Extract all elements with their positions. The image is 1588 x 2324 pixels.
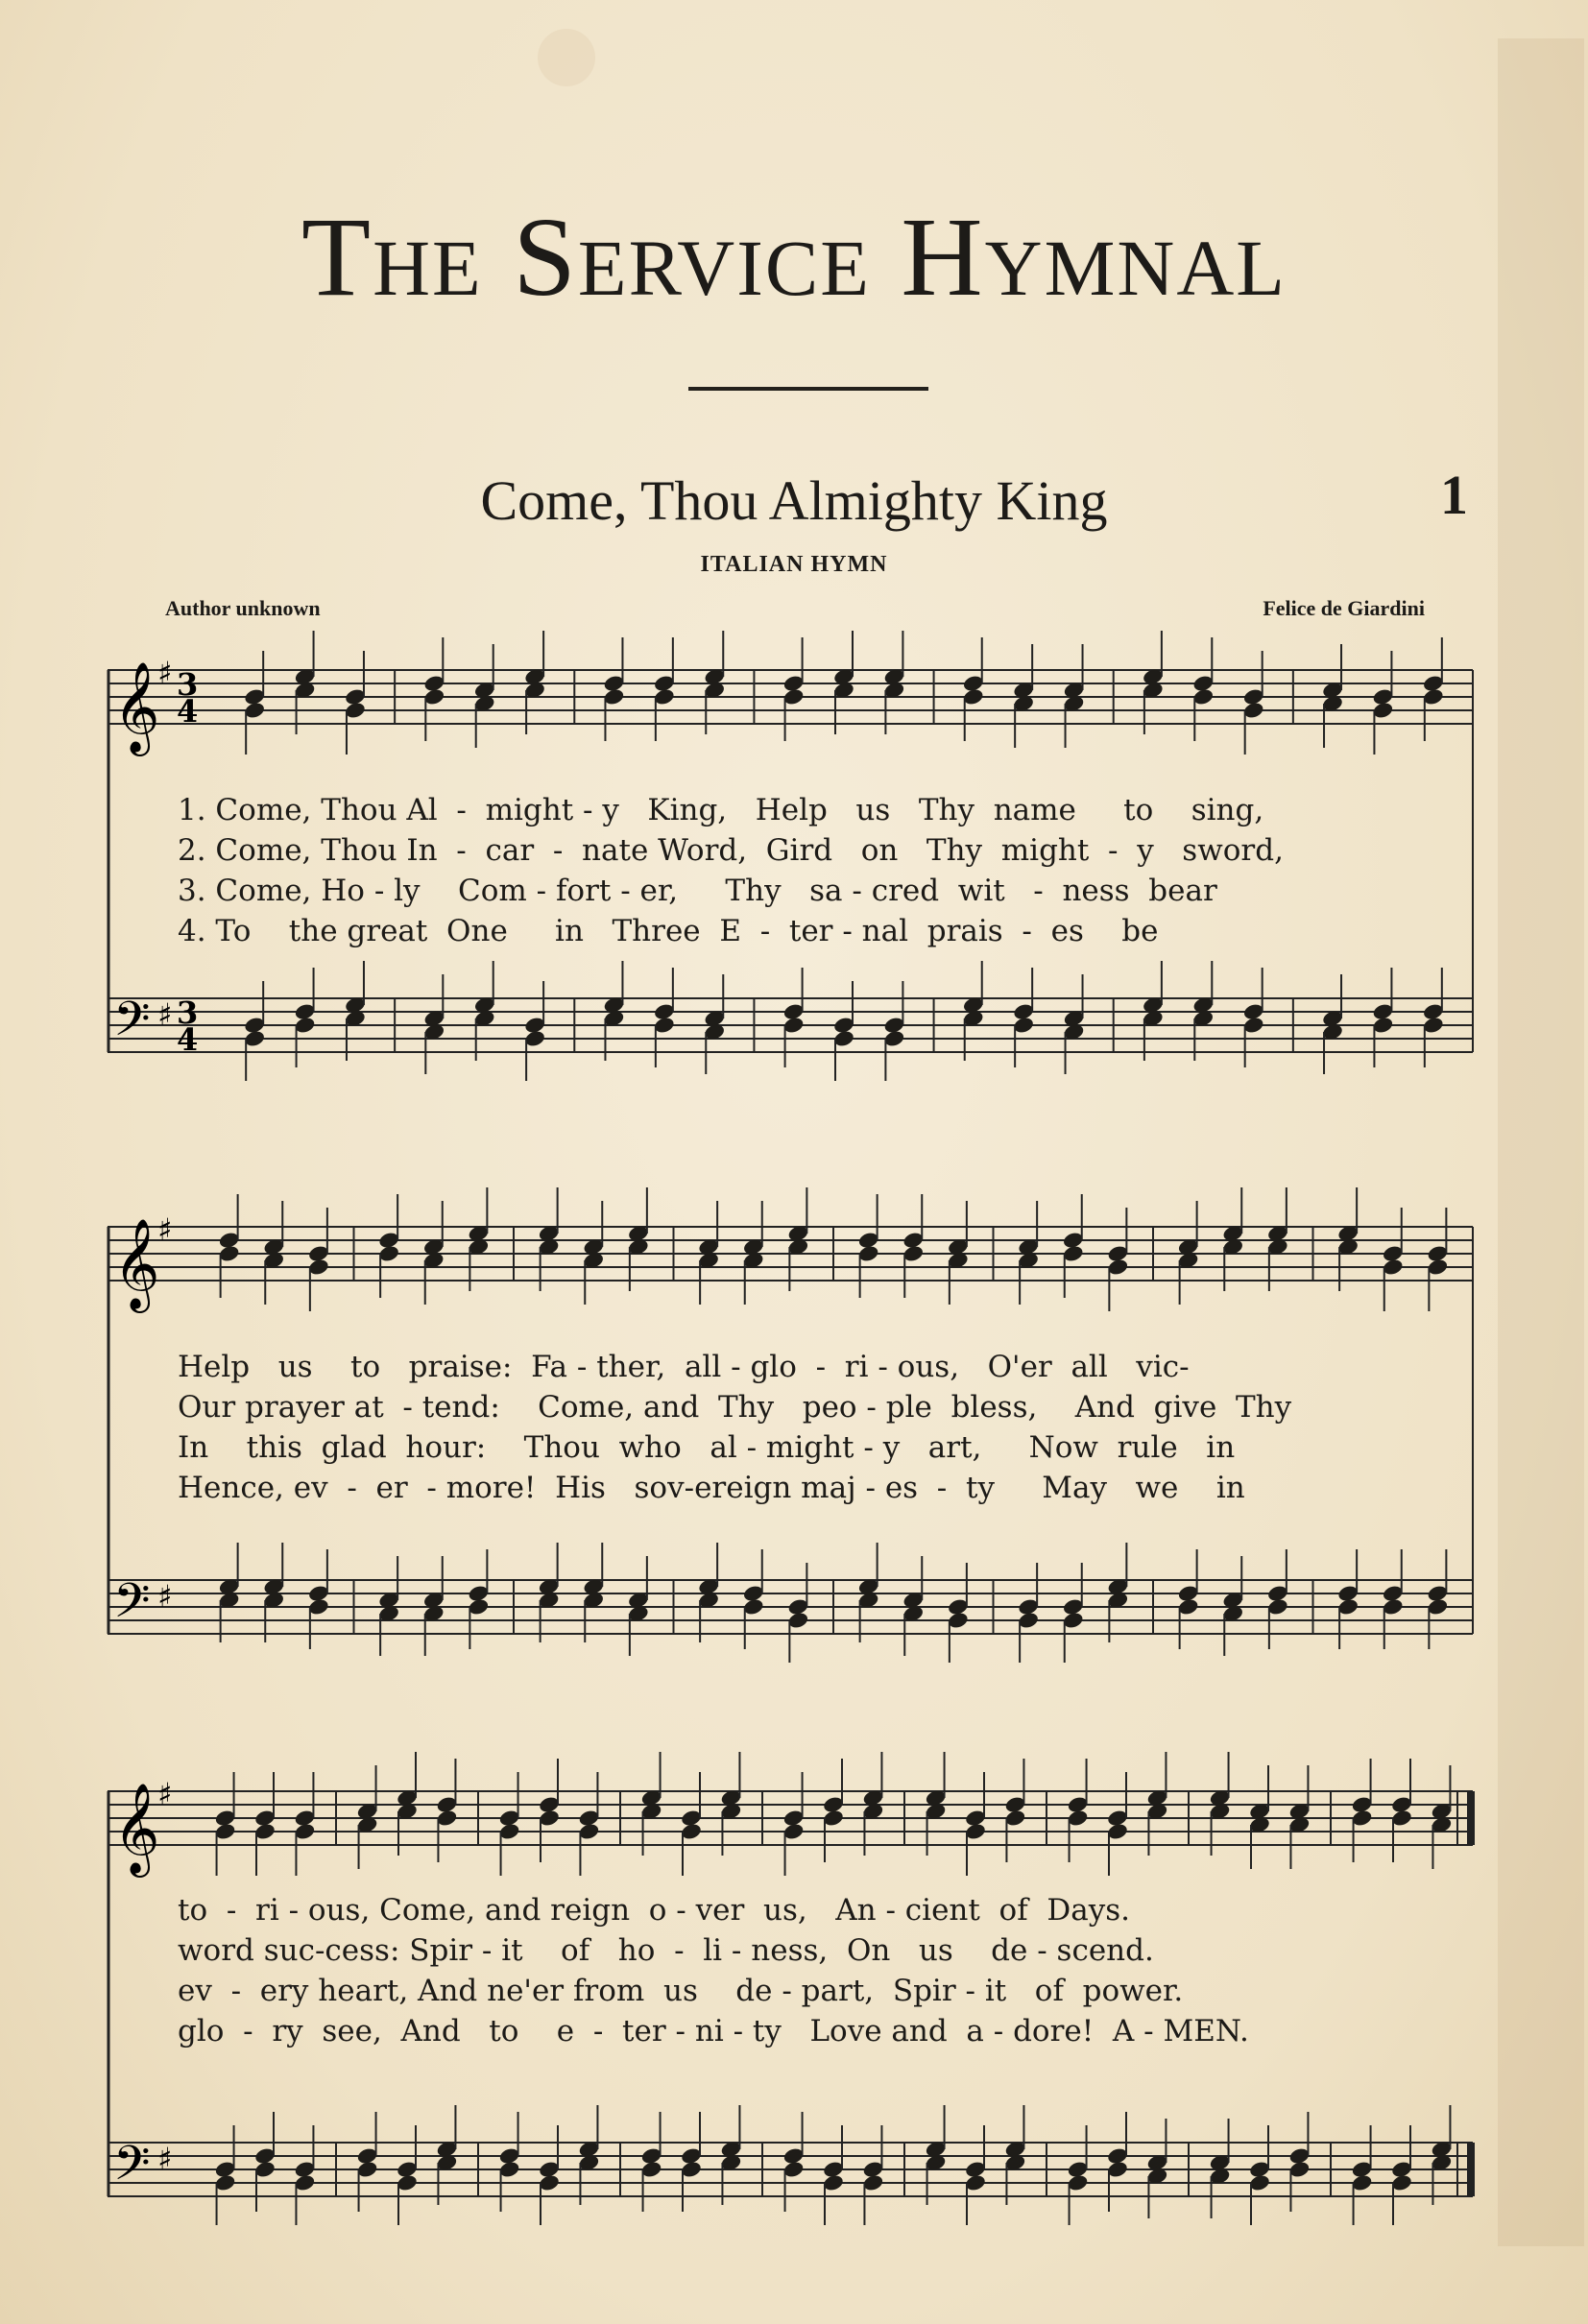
bass-clef-icon: 𝄢	[113, 1573, 151, 1641]
lyric-line-2-1: Help us to praise: Fa - ther, all - glo - ri - ous, O'er all vic-	[178, 1350, 1190, 1384]
lyric-line-1-3: 3. Come, Ho - ly Com - fort - er, Thy sa - cred wit - ness bear	[178, 874, 1217, 908]
paper-stain	[1498, 38, 1584, 2246]
lyric-line-3-4	[178, 2014, 1249, 2048]
treble-clef-icon: 𝄞	[113, 1218, 160, 1309]
author-credit: Author unknown	[165, 596, 321, 620]
paper-stain	[538, 29, 595, 86]
sharp-icon: ♯	[157, 996, 173, 1033]
bass-clef-icon: 𝄢	[113, 2136, 151, 2203]
book-title: The Service Hymnal	[301, 194, 1287, 320]
time-signature-bottom: 4	[177, 693, 199, 730]
lyric-line-2-3: In this glad hour: Thou who al - might - y art, Now rule in	[178, 1430, 1236, 1465]
sharp-icon: ♯	[157, 1578, 173, 1615]
hymn-title: Come, Thou Almighty King	[480, 469, 1108, 532]
bass-clef-icon: 𝄢	[113, 992, 151, 1059]
time-signature-top: 3	[177, 666, 199, 703]
tune-name: ITALIAN HYMN	[700, 552, 888, 577]
time-signature-top: 3	[177, 994, 199, 1031]
lyric-text: glo - ry see, And to e - ter - ni - ty Love and a - dore! A -	[178, 2014, 1164, 2048]
hymn-number: 1	[1440, 464, 1468, 526]
treble-clef-icon: 𝄞	[113, 1783, 160, 1874]
sharp-icon: ♯	[157, 655, 173, 691]
lyric-line-3-2: word suc-cess: Spir - it of ho - li - ness, On us de - scend.	[178, 1933, 1154, 1968]
lyric-line-1-4: 4. To the great One in Three E - ter - nal prais - es be	[178, 914, 1159, 948]
composer-credit: Felice de Giardini	[1263, 596, 1425, 620]
sharp-icon: ♯	[157, 1211, 173, 1248]
lyric-line-3-3: ev - ery heart, And ne'er from us de - part, Spir - it of power.	[178, 1974, 1184, 2008]
lyric-line-1-1: 1. Come, Thou Al - might - y King, Help us Thy name to sing,	[178, 793, 1264, 827]
lyric-line-2-4: Hence, ev - er - more! His sov-ereign maj - es - ty May we in	[178, 1471, 1245, 1505]
amen-text: MEN.	[1163, 2014, 1249, 2048]
lyric-line-2-2: Our prayer at - tend: Come, and Thy peo - ple bless, And give Thy	[178, 1390, 1292, 1425]
lyric-line-3-1: to - ri - ous, Come, and reign o - ver us, An - cient of Days.	[178, 1893, 1131, 1928]
sharp-icon: ♯	[157, 1776, 173, 1812]
title-rule	[688, 387, 928, 391]
sharp-icon: ♯	[157, 2141, 173, 2177]
time-signature-bottom: 4	[177, 1021, 199, 1058]
treble-clef-icon: 𝄞	[113, 661, 160, 753]
lyric-line-1-2: 2. Come, Thou In - car - nate Word, Gird on Thy might - y sword,	[178, 833, 1284, 868]
